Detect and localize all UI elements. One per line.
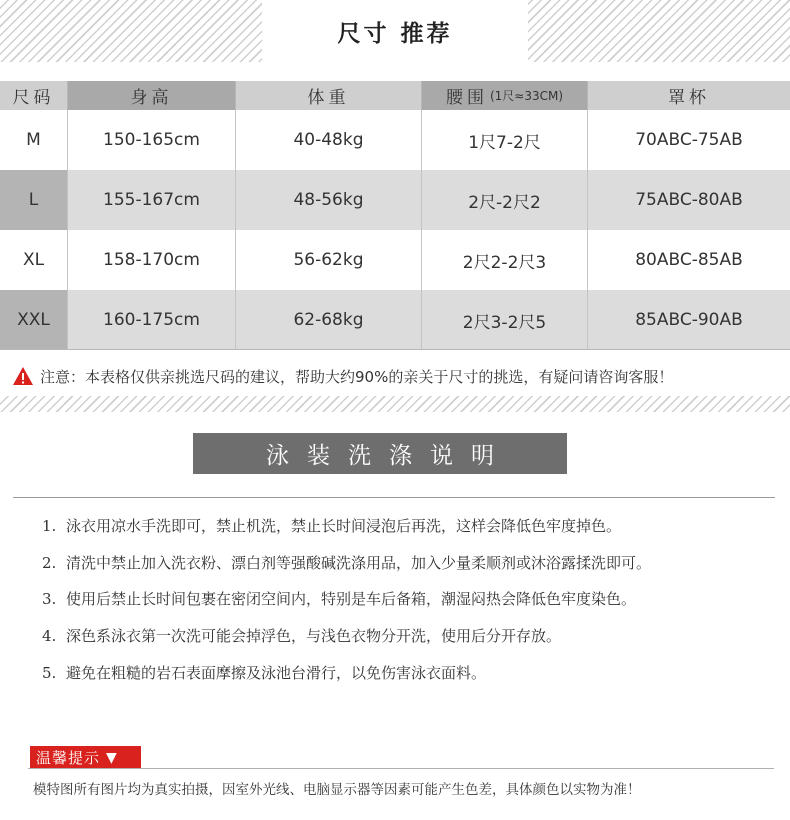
cell-waist: 1尺7-2尺	[422, 110, 588, 170]
cell-size: M	[0, 110, 68, 170]
cell-size: XXL	[0, 290, 68, 350]
cell-cup: 70ABC-75AB	[635, 130, 743, 150]
size-title-box	[262, 0, 528, 62]
header-cup: 罩杯	[668, 88, 710, 108]
tip-badge-label: 温馨提示	[36, 749, 101, 767]
tip-text: 模特图所有图片均为真实拍摄，因室外光线、电脑显示器等因素可能产生色差，具体颜色以实物为准！	[33, 782, 641, 798]
header-height: 身高	[68, 81, 236, 110]
cell-cup: 85ABC-90AB	[635, 310, 743, 330]
item-number: 3.	[42, 590, 57, 608]
notice-text: 注意：本表格仅供亲挑选尺码的建议，帮助大约90%的亲关于尺寸的挑选，有疑问请咨询客服！	[40, 367, 674, 386]
item-text: 使用后禁止长时间包裹在密闭空间内，特别是车后备箱，潮湿闷热会降低色牢度染色。	[66, 590, 637, 608]
wash-instructions-list	[42, 512, 777, 688]
cell-height: 155-167cm	[68, 170, 236, 230]
item-number: 5.	[42, 664, 57, 682]
item-number: 4.	[42, 627, 57, 645]
item-number: 2.	[42, 554, 57, 572]
cell-size: XL	[0, 230, 68, 290]
header-waist-label: 腰围	[445, 88, 488, 108]
cell-size: L	[0, 170, 68, 230]
list-item	[42, 512, 777, 541]
triangle-down-icon: ▼	[106, 749, 118, 766]
table-row	[0, 110, 790, 170]
item-text: 深色系泳衣第一次洗可能会掉浮色，与浅色衣物分开洗，使用后分开存放。	[66, 627, 562, 645]
cell-cup: 80ABC-85AB	[635, 250, 743, 270]
cell-height: 158-170cm	[68, 230, 236, 290]
cell-waist: 2尺3-2尺5	[422, 290, 588, 350]
item-text: 清洗中禁止加入洗衣粉、漂白剂等强酸碱洗涤用品，加入少量柔顺剂或沐浴露揉洗即可。	[66, 554, 652, 572]
header-waist	[422, 81, 588, 110]
cell-weight: 48-56kg	[236, 170, 422, 230]
tip-rule	[28, 768, 774, 769]
list-item	[42, 549, 777, 578]
list-item	[42, 585, 777, 614]
cell-cup: 75ABC-80AB	[635, 190, 743, 210]
wash-title: 泳装洗涤说明	[193, 433, 567, 474]
header-waist-note: (1尺≈33CM)	[489, 89, 564, 103]
middle-hatch-band	[0, 396, 790, 412]
item-text: 泳衣用凉水手洗即可，禁止机洗，禁止长时间浸泡后再洗，这样会降低色牢度掉色。	[66, 517, 622, 535]
tip-badge	[30, 746, 141, 769]
table-header-row	[0, 81, 790, 110]
cell-weight: 56-62kg	[236, 230, 422, 290]
header-weight: 体重	[236, 81, 422, 110]
cell-height: 160-175cm	[68, 290, 236, 350]
wash-title-rule	[13, 497, 775, 498]
item-text: 避免在粗糙的岩石表面摩擦及泳池台滑行，以免伤害泳衣面料。	[66, 664, 487, 682]
table-row	[0, 230, 790, 290]
table-row	[0, 290, 790, 350]
list-item	[42, 659, 777, 688]
cell-weight: 40-48kg	[236, 110, 422, 170]
table-bottom-rule	[0, 349, 790, 350]
size-title: 尺寸 推荐	[337, 20, 453, 47]
cell-waist: 2尺2-2尺3	[422, 230, 588, 290]
size-table	[0, 81, 790, 350]
cell-waist: 2尺-2尺2	[422, 170, 588, 230]
size-notice	[12, 364, 673, 388]
cell-height: 150-165cm	[68, 110, 236, 170]
cell-weight: 62-68kg	[236, 290, 422, 350]
item-number: 1.	[42, 517, 57, 535]
table-row	[0, 170, 790, 230]
header-size: 尺码	[0, 81, 68, 110]
warning-icon	[12, 366, 34, 386]
list-item	[42, 622, 777, 651]
